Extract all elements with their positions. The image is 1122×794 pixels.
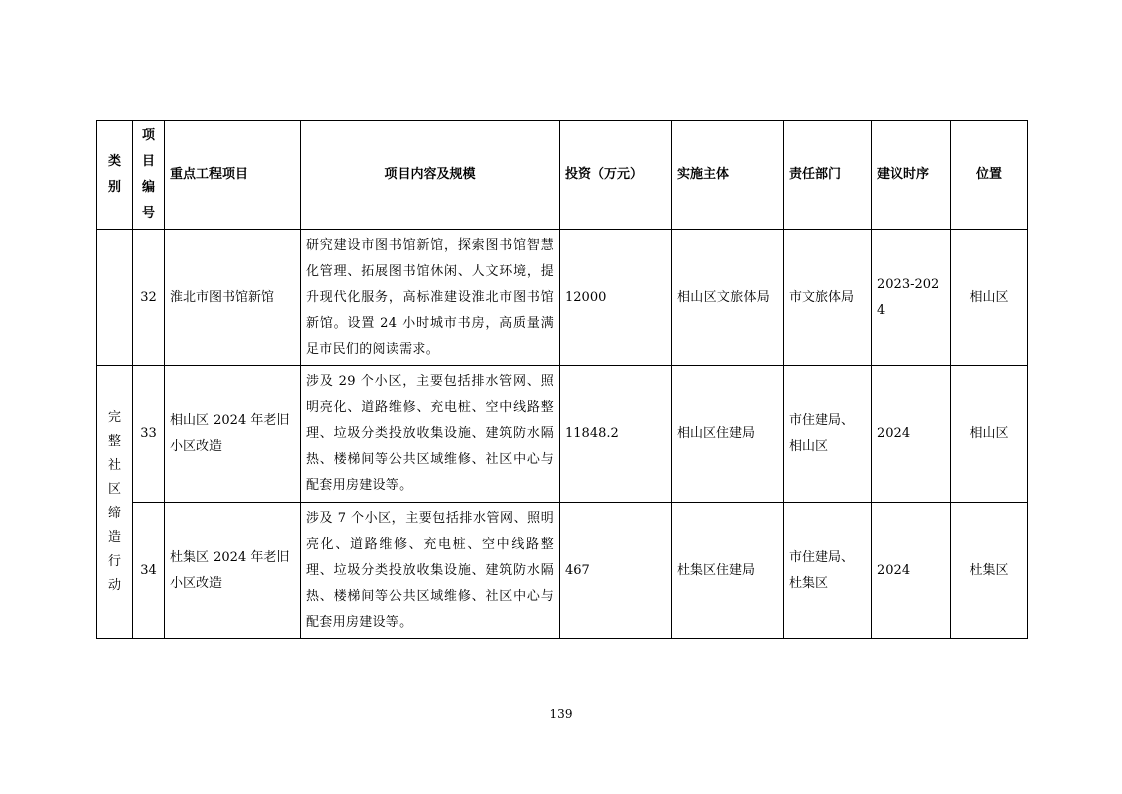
table-row [97,230,1028,366]
header-location: 位置 [951,121,1028,230]
header-project-number: 项 目 编 号 [133,121,165,230]
header-entity: 实施主体 [672,121,784,230]
project-name: 淮北市图书馆新馆 [165,230,301,366]
investment: 467 [560,503,672,639]
project-number: 33 [133,366,165,503]
category-cell: 完 整 社 区 缔 造 行 动 [97,366,133,639]
implementing-entity: 相山区住建局 [672,366,784,503]
header-category: 类 别 [97,121,133,230]
table-header-row [97,121,1028,230]
header-content: 项目内容及规模 [301,121,560,230]
table-row [97,366,1028,503]
responsible-department: 市住建局、相山区 [784,366,872,503]
page-number: 139 [549,707,573,721]
project-number: 34 [133,503,165,639]
project-name: 杜集区 2024 年老旧小区改造 [165,503,301,639]
period: 2024 [872,503,951,639]
implementing-entity: 相山区文旅体局 [672,230,784,366]
project-number: 32 [133,230,165,366]
location: 相山区 [951,230,1028,366]
responsible-department: 市住建局、杜集区 [784,503,872,639]
investment: 11848.2 [560,366,672,503]
location: 杜集区 [951,503,1028,639]
project-content: 研究建设市图书馆新馆，探索图书馆智慧化管理、拓展图书馆休闲、人文环境，提升现代化服务，高标准建设淮北市图书馆新馆。设置 24 小时城市书房，高质量满足市民们的阅读需求。 [301,230,560,366]
responsible-department: 市文旅体局 [784,230,872,366]
period: 2023-2024 [872,230,951,366]
header-investment: 投资（万元） [560,121,672,230]
period: 2024 [872,366,951,503]
location: 相山区 [951,366,1028,503]
investment: 12000 [560,230,672,366]
project-name: 相山区 2024 年老旧小区改造 [165,366,301,503]
implementing-entity: 杜集区住建局 [672,503,784,639]
header-department: 责任部门 [784,121,872,230]
project-content: 涉及 7 个小区，主要包括排水管网、照明亮化、道路维修、充电桩、空中线路整理、垃圾分类投放收集设施、建筑防水隔热、楼梯间等公共区域维修、社区中心与配套用房建设等。 [301,503,560,639]
project-table [96,120,1028,639]
table-row [97,503,1028,639]
header-project: 重点工程项目 [165,121,301,230]
project-content: 涉及 29 个小区，主要包括排水管网、照明亮化、道路维修、充电桩、空中线路整理、垃圾分类投放收集设施、建筑防水隔热、楼梯间等公共区域维修、社区中心与配套用房建设等。 [301,366,560,503]
header-period: 建议时序 [872,121,951,230]
category-cell-empty [97,230,133,366]
